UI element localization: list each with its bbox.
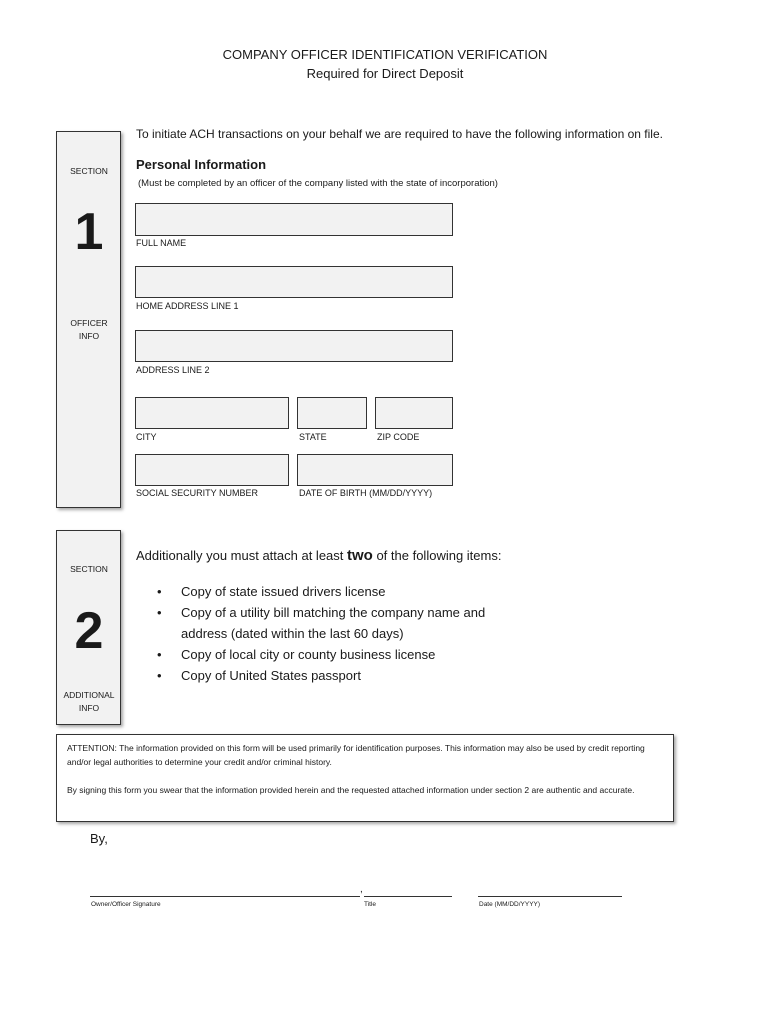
attachments-heading-pre: Additionally you must attach at least xyxy=(136,548,348,563)
state-label: STATE xyxy=(299,432,327,442)
form-title: COMPANY OFFICER IDENTIFICATION VERIFICATION xyxy=(222,47,548,62)
section-1-side-label-1: OFFICER xyxy=(70,318,108,328)
attention-paragraph-2: By signing this form you swear that the information provided herein and the requested attached information under section 2 are authentic and accurate. xyxy=(67,785,635,795)
address-line-2-label: ADDRESS LINE 2 xyxy=(136,365,210,375)
section-1-number: 1 xyxy=(74,203,104,261)
form-subtitle: Required for Direct Deposit xyxy=(306,66,464,81)
section-1-side-label-2: INFO xyxy=(78,331,100,341)
attachments-heading xyxy=(136,547,501,564)
personal-info-subheading: (Must be completed by an officer of the company listed with the state of incorporation) xyxy=(138,178,498,189)
city-field[interactable] xyxy=(135,397,289,429)
owner-signature-line[interactable] xyxy=(90,883,360,897)
address-line-1-label: HOME ADDRESS LINE 1 xyxy=(136,301,239,311)
personal-info-heading: Personal Information xyxy=(136,157,267,172)
attachments-heading-post: of the following items: xyxy=(372,548,502,563)
date-label: Date (MM/DD/YYYY) xyxy=(479,901,541,908)
title-line[interactable] xyxy=(364,883,452,897)
owner-signature-label: Owner/Officer Signature xyxy=(91,901,161,908)
bullet-icon: • xyxy=(157,668,162,683)
section-2-side-label-1: ADDITIONAL xyxy=(63,690,115,700)
attention-notice xyxy=(56,734,674,822)
address-line-1-field[interactable] xyxy=(135,266,453,298)
list-item xyxy=(135,581,521,602)
zip-code-label: ZIP CODE xyxy=(377,432,420,442)
section-1-sidebar xyxy=(56,131,121,508)
bullet-icon: • xyxy=(157,647,162,662)
section-2-label: SECTION xyxy=(70,564,108,574)
bullet-icon: • xyxy=(157,584,162,599)
ssn-label: SOCIAL SECURITY NUMBER xyxy=(136,488,259,498)
section-2-side-label-2: INFO xyxy=(78,703,100,713)
date-line[interactable] xyxy=(478,883,622,897)
attention-paragraph-1: ATTENTION: The information provided on this form will be used primarily for identification purposes. This information may also be used by credit reporting and/or legal authorities to determine your credit and/or criminal history. xyxy=(67,743,645,767)
list-item-text: Copy of local city or county business license xyxy=(181,647,436,662)
zip-code-field[interactable] xyxy=(375,397,453,429)
list-item-text: Copy of state issued drivers license xyxy=(181,584,386,599)
list-item-text: Copy of a utility bill matching the company name and address (dated within the last 60 days) xyxy=(181,605,486,641)
full-name-field[interactable] xyxy=(135,203,453,236)
title-label: Title xyxy=(364,901,377,908)
address-line-2-field[interactable] xyxy=(135,330,453,362)
attachments-heading-emphasis: two xyxy=(347,547,373,564)
bullet-icon: • xyxy=(157,605,162,620)
date-of-birth-field[interactable] xyxy=(297,454,453,486)
full-name-label: FULL NAME xyxy=(136,238,187,248)
city-label: CITY xyxy=(136,432,157,442)
date-of-birth-label: DATE OF BIRTH (MM/DD/YYYY) xyxy=(299,488,433,498)
section-1-label: SECTION xyxy=(70,166,108,176)
state-field[interactable] xyxy=(297,397,367,429)
list-item xyxy=(135,665,521,686)
section-2-number: 2 xyxy=(74,602,104,660)
ssn-field[interactable] xyxy=(135,454,289,486)
intro-text: To initiate ACH transactions on your behalf we are required to have the following information on file. xyxy=(136,127,663,141)
by-label: By, xyxy=(90,831,108,846)
list-item xyxy=(135,602,521,644)
list-item-text: Copy of United States passport xyxy=(181,668,361,683)
section-2-sidebar xyxy=(56,530,121,725)
signature-comma: , xyxy=(360,884,363,895)
list-item xyxy=(135,644,521,665)
attachments-list xyxy=(135,581,521,686)
